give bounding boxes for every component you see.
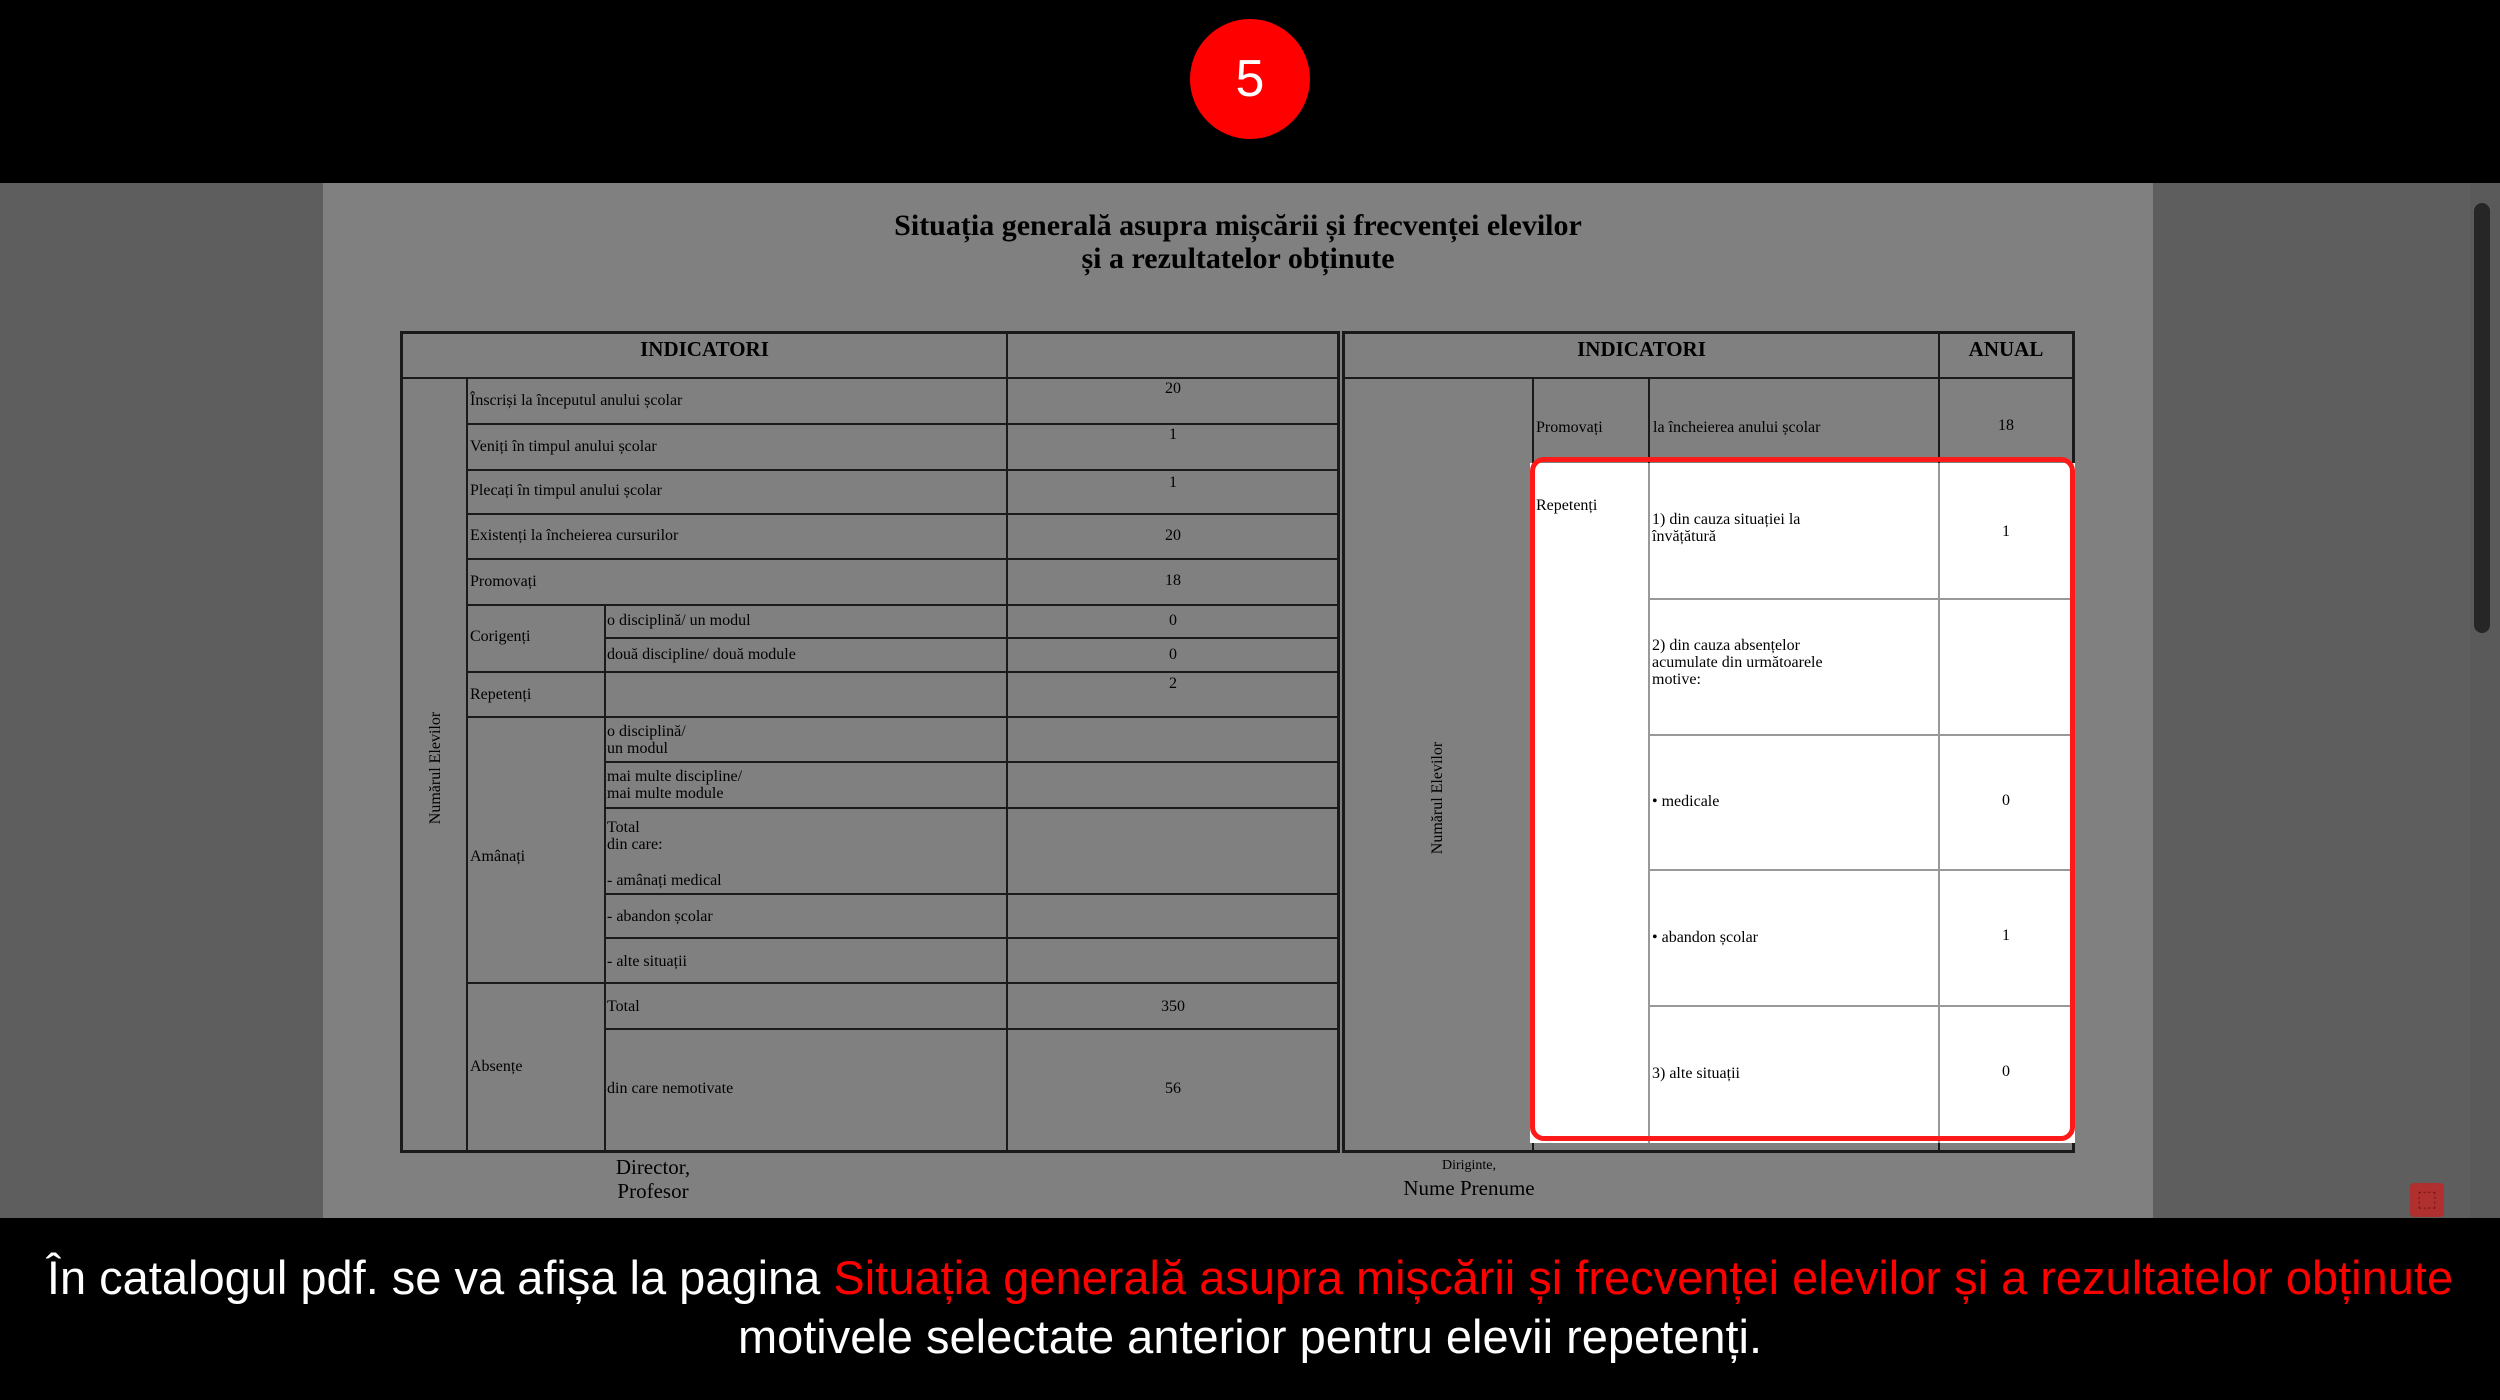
row-label-inscrisi: Înscriși la începutul anului școlar: [470, 392, 683, 409]
reason-1-label: 1) din cauza situației la învățătură: [1652, 511, 1801, 545]
reason-alte-value: 0: [2002, 1063, 2010, 1080]
document-title-line2: și a rezultatelor obținute: [1081, 242, 1395, 275]
corigenti-label: Corigenți: [470, 628, 531, 645]
row-label-veniti: Veniți în timpul anului școlar: [470, 438, 657, 455]
right-repetenti-label: Repetenți: [1536, 497, 1598, 514]
row-value-plecati: 1: [1169, 474, 1177, 491]
repetenti-label: Repetenți: [470, 686, 532, 703]
signature-diriginte-label: Diriginte,: [1441, 1158, 1497, 1173]
right-promovati-value: 18: [1998, 417, 2014, 434]
row-label-promovati: Promovați: [470, 573, 537, 590]
highlight-frame: [1530, 457, 2075, 1141]
right-header-anual: ANUAL: [1968, 337, 2044, 361]
reason-medicale-value: 0: [2002, 792, 2010, 809]
signature-director: Director, Profesor: [615, 1155, 691, 1203]
corigenti-sub1: o disciplină/ un modul: [607, 612, 751, 629]
step-number-badge: 5: [1190, 19, 1310, 139]
pdf-viewer[interactable]: [0, 183, 2500, 1218]
absente-nemotivate-value: 56: [1165, 1080, 1181, 1097]
reason-1-value: 1: [2002, 523, 2010, 540]
amanati-sub4: - amânați medical: [607, 872, 722, 889]
caption-bar: [0, 1218, 2500, 1400]
row-value-promovati: 18: [1165, 572, 1181, 589]
row-label-existenti: Existenți la încheierea cursurilor: [470, 527, 679, 544]
row-value-inscrisi: 20: [1165, 380, 1181, 397]
caption-highlight: Situația generală asupra mișcării și frecvenței elevilor și a rezultatelor obținute: [833, 1251, 2454, 1304]
absente-label: Absențe: [470, 1058, 523, 1075]
amanati-sub5: - abandon școlar: [607, 908, 713, 925]
top-bar: [0, 0, 2500, 183]
row-label-plecati: Plecați în timpul anului școlar: [470, 482, 662, 499]
right-header-indicatori: INDICATORI: [1577, 337, 1706, 361]
right-promovati-sub: la încheierea anului școlar: [1653, 419, 1821, 436]
repetenti-value: 2: [1169, 675, 1177, 692]
amanati-sub6: - alte situații: [607, 953, 687, 970]
reason-abandon-label: • abandon școlar: [1652, 929, 1759, 946]
right-vertical-label: Numărul Elevilor: [1429, 741, 1446, 855]
signature-diriginte-name: Nume Prenume: [1403, 1176, 1535, 1200]
scrollbar-thumb[interactable]: [2474, 203, 2490, 633]
document-title-line1: Situația generală asupra mișcării și frecvenței elevilor: [894, 209, 1582, 242]
absente-total-label: Total: [607, 998, 640, 1015]
left-vertical-label: Numărul Elevilor: [427, 711, 444, 825]
caption-suffix: motivele selectate anterior pentru elevii repetenți.: [737, 1310, 1763, 1363]
pdf-icon[interactable]: ⬚: [2410, 1183, 2444, 1217]
corigenti-val1: 0: [1169, 612, 1177, 629]
row-value-veniti: 1: [1169, 426, 1177, 443]
amanati-label: Amânați: [470, 848, 526, 865]
amanati-sub1: o disciplină/ un modul: [607, 723, 686, 757]
amanati-sub2: mai multe discipline/ mai multe module: [607, 768, 743, 802]
reason-medicale-label: • medicale: [1652, 793, 1720, 810]
row-value-existenti: 20: [1165, 527, 1181, 544]
absente-nemotivate-label: din care nemotivate: [607, 1080, 734, 1097]
caption-prefix: În catalogul pdf. se va afișa la pagina: [46, 1251, 834, 1304]
right-promovati-label: Promovați: [1536, 419, 1603, 436]
absente-total-value: 350: [1161, 998, 1185, 1015]
left-header-indicatori: INDICATORI: [640, 337, 769, 361]
reason-alte-label: 3) alte situații: [1652, 1065, 1740, 1082]
corigenti-sub2: două discipline/ două module: [607, 646, 796, 663]
reason-2-label: 2) din cauza absențelor acumulate din următoarele motive:: [1652, 637, 1823, 688]
reason-abandon-value: 1: [2002, 927, 2010, 944]
amanati-sub3: Total din care:: [607, 819, 663, 853]
corigenti-val2: 0: [1169, 646, 1177, 663]
